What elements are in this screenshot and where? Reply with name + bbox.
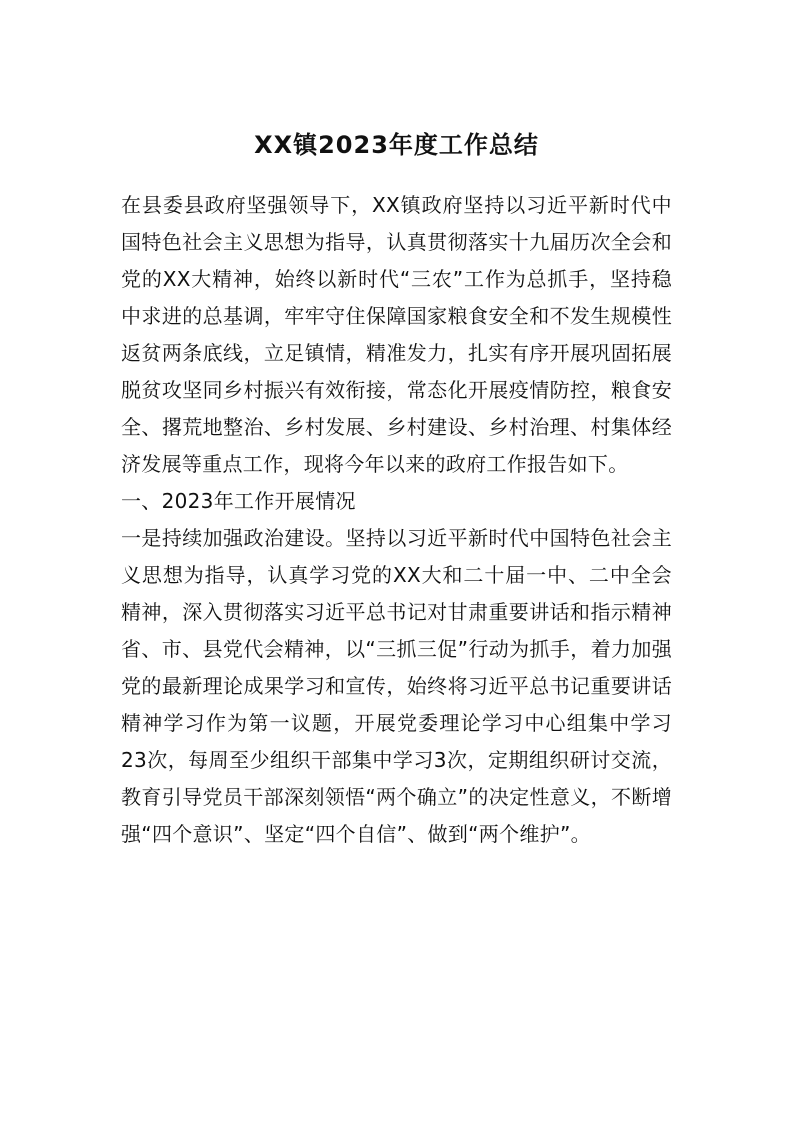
section-paragraph: 一是持续加强政治建设。坚持以习近平新时代中国特色社会主义思想为指导，认真学习党的XX大和二十届一中、二中全会精神，深入贯彻落实习近平总书记对甘肃重要讲话和指示精神省、市、县党代会精神，以“三抓三促”行动为抓手，着力加强党的最新理论成果学习和宣传，始终将习近平总书记重要讲话精神学习作为第一议题，开展党委理论学习中心组集中学习23次，每周至少组织干部集中学习3次，定期组织研讨交流，教育引导党员干部深刻领悟“两个确立”的决定性意义，不断增强“四个意识”、坚定“四个自信”、做到“两个维护”。: [121, 526, 672, 846]
document-title: XX镇2023年度工作总结: [254, 131, 539, 159]
section-heading: 一、2023年工作开展情况: [121, 489, 356, 513]
intro-paragraph: 在县委县政府坚强领导下，XX镇政府坚持以习近平新时代中国特色社会主义思想为指导，认真贯彻落实十九届历次全会和党的XX大精神，始终以新时代“三农”工作为总抓手，坚持稳中求进的总基调，牢牢守住保障国家粮食安全和不发生规模性返贫两条底线，立足镇情，精准发力，扎实有序开展巩固拓展脱贫攻坚同乡村振兴有效衔接，常态化开展疫情防控，粮食安全、撂荒地整治、乡村发展、乡村建设、乡村治理、村集体经济发展等重点工作，现将今年以来的政府工作报告如下。: [121, 193, 672, 476]
document-body: [121, 187, 672, 853]
